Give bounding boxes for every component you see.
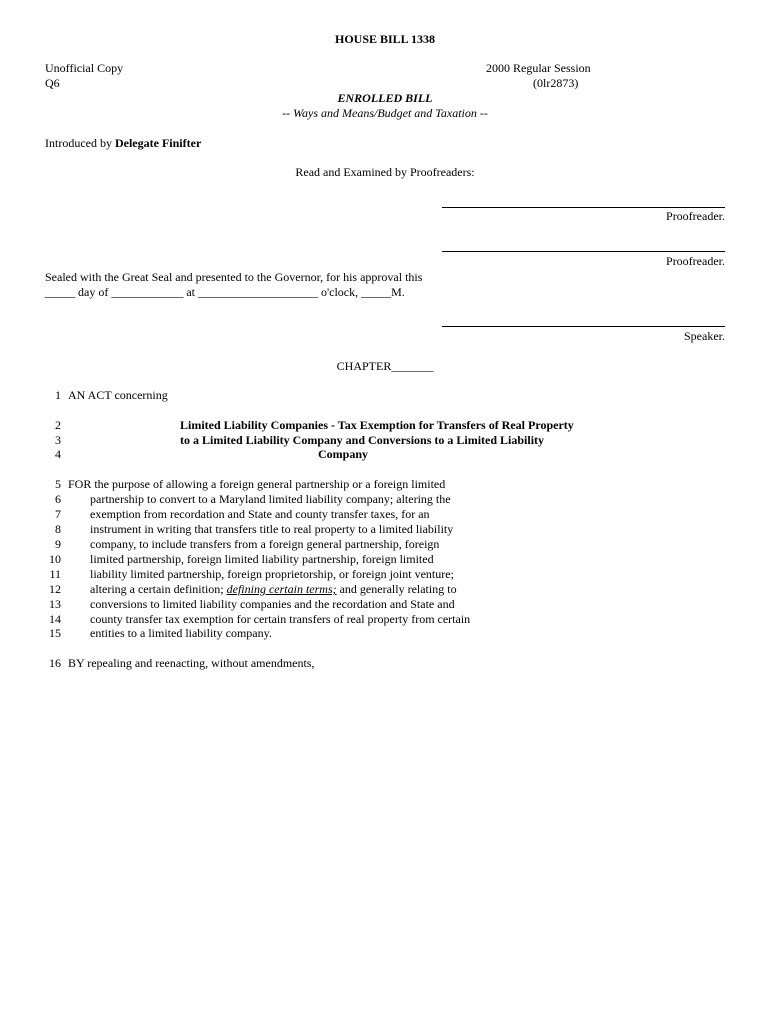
purpose-line: entities to a limited liability company. xyxy=(90,626,272,640)
purpose-line: instrument in writing that transfers title to real property to a limited liability xyxy=(90,522,454,536)
line-number: 16 xyxy=(49,656,61,670)
line-number: 6 xyxy=(55,492,61,506)
purpose-line: county transfer tax exemption for certain transfers of real property from certain xyxy=(90,612,471,626)
session-label: 2000 Regular Session xyxy=(486,61,591,75)
repeal-line: BY repealing and reenacting, without amendments, xyxy=(68,656,315,670)
copy-label: Unofficial Copy xyxy=(45,61,124,75)
line-number: 11 xyxy=(49,567,61,581)
line-number: 5 xyxy=(55,477,61,491)
line-number: 8 xyxy=(55,522,61,536)
act-line: AN ACT concerning xyxy=(68,388,168,402)
sponsor-name: Delegate Finifter xyxy=(114,136,202,150)
line-number: 12 xyxy=(49,582,61,596)
purpose-line: partnership to convert to a Maryland limited liability company; altering the xyxy=(90,492,451,506)
line-number: 14 xyxy=(49,612,61,626)
bill-subject-line-1: Limited Liability Companies - Tax Exemption for Transfers of Real Property xyxy=(180,418,574,432)
purpose-line: exemption from recordation and State and county transfer taxes, for an xyxy=(90,507,430,521)
introduced-by xyxy=(45,136,201,150)
purpose-line: company, to include transfers from a foreign general partnership, foreign xyxy=(90,537,440,551)
line-number: 13 xyxy=(49,597,61,611)
bill-ref: (0lr2873) xyxy=(533,76,579,90)
signature-line-speaker xyxy=(442,326,725,327)
purpose-line: limited partnership, foreign limited liability partnership, foreign limited xyxy=(90,552,434,566)
line-number: 4 xyxy=(55,447,61,461)
purpose-line: conversions to limited liability companies and the recordation and State and xyxy=(90,597,455,611)
purpose-line: FOR the purpose of allowing a foreign general partnership or a foreign limited xyxy=(68,477,446,491)
purpose-line: liability limited partnership, foreign proprietorship, or foreign joint venture; xyxy=(90,567,454,581)
bill-code: Q6 xyxy=(45,76,60,90)
sealed-line-1: Sealed with the Great Seal and presented to the Governor, for his approval this xyxy=(45,270,423,284)
bill-subject-line-3: Company xyxy=(317,447,368,461)
purpose-text: and generally relating to xyxy=(336,582,457,596)
line-number: 2 xyxy=(55,418,61,432)
proofreader-label-2: Proofreader. xyxy=(666,254,725,268)
line-number: 15 xyxy=(49,626,61,640)
signature-line-2 xyxy=(442,251,725,252)
purpose-line xyxy=(90,582,457,596)
line-number: 10 xyxy=(49,552,61,566)
chapter-label: CHAPTER_______ xyxy=(336,359,434,373)
sealed-line-2: _____ day of ____________ at ____________________ o'clock, _____M. xyxy=(45,285,405,299)
enrolled-label: ENROLLED BILL xyxy=(337,91,433,105)
proofreader-label-1: Proofreader. xyxy=(666,209,725,223)
committee-label: -- Ways and Means/Budget and Taxation -- xyxy=(282,106,488,120)
bill-subject-line-2: to a Limited Liability Company and Conversions to a Limited Liability xyxy=(180,433,545,447)
line-number: 3 xyxy=(55,433,61,447)
bill-title: HOUSE BILL 1338 xyxy=(334,32,436,46)
purpose-text: altering a certain definition; xyxy=(90,582,227,596)
line-number: 1 xyxy=(55,388,61,402)
inserted-text: defining certain terms; xyxy=(226,582,337,596)
proofreaders-heading: Read and Examined by Proofreaders: xyxy=(295,165,475,179)
speaker-label: Speaker. xyxy=(684,329,725,343)
introduced-prefix: Introduced by xyxy=(45,136,115,150)
line-number: 7 xyxy=(55,507,61,521)
line-number: 9 xyxy=(55,537,61,551)
signature-line-1 xyxy=(442,207,725,208)
